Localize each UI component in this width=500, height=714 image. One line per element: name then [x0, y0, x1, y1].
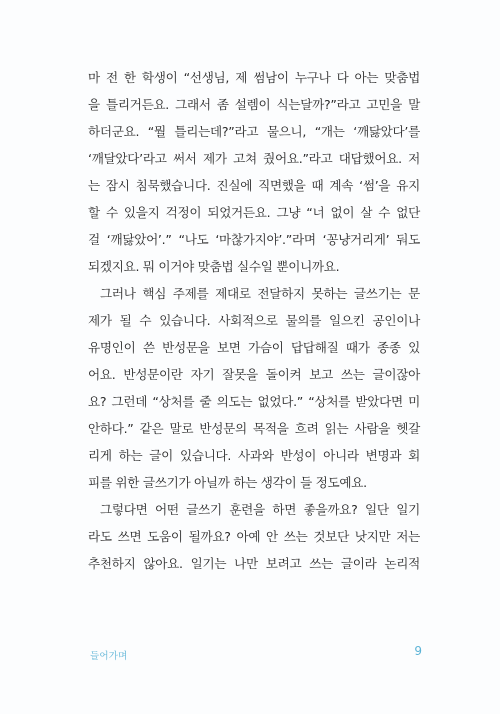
- text-line: 할 수 있을지 걱정이 되었거든요. 그냥 “너 없이 살 수 없단: [88, 205, 420, 220]
- text-line: 유명인이 쓴 반성문을 보면 가슴이 답답해질 때가 종종 있: [88, 340, 420, 355]
- text-line: 안하다.” 같은 말로 반성문의 목적을 흐려 읽는 사람을 헷갈: [88, 421, 420, 436]
- text-line: 피를 위한 글쓰기가 아닐까 하는 생각이 들 정도예요.: [88, 475, 367, 490]
- text-line: 라도 쓰면 도움이 될까요? 아예 안 쓰는 것보단 낫지만 저는: [88, 529, 420, 544]
- text-line: 하더군요. “뭘 틀리는데?”라고 물으니, “개는 ‘깨닳았다’를: [88, 124, 420, 139]
- text-line: 을 틀리거든요. 그래서 좀 설렘이 식는달까?”라고 고민을 말: [88, 97, 420, 112]
- text-line: ‘깨달았다’라고 써서 제가 고쳐 줬어요.”라고 대답했어요. 저: [88, 151, 420, 166]
- paragraph-1: [88, 64, 420, 280]
- paragraph-3: [88, 496, 420, 577]
- running-footer-section-title: 들어가며: [90, 651, 128, 662]
- text-line: 는 잠시 침묵했습니다. 진실에 직면했을 때 계속 ‘썸’을 유지: [88, 178, 420, 193]
- text-line: 리게 하는 글이 있습니다. 사과와 반성이 아니라 변명과 회: [88, 448, 420, 463]
- paragraph-2: [88, 280, 420, 496]
- text-line: 그러나 핵심 주제를 제대로 전달하지 못하는 글쓰기는 문: [100, 286, 420, 301]
- text-line: 그렇다면 어떤 글쓰기 훈련을 하면 좋을까요? 일단 일기: [100, 502, 420, 517]
- text-line: 마 전 한 학생이 “선생님, 제 썸남이 누구나 다 아는 맞춤법: [88, 70, 420, 85]
- page-body: [88, 64, 420, 577]
- text-line: 제가 될 수 있습니다. 사회적으로 물의를 일으킨 공인이나: [88, 313, 420, 328]
- text-line: 어요. 반성문이란 자기 잘못을 돌이켜 보고 쓰는 글이잖아: [88, 367, 420, 382]
- page-number: 9: [414, 644, 422, 658]
- text-line: 요? 그런데 “상처를 줄 의도는 없었다.” “상처를 받았다면 미: [88, 394, 420, 409]
- text-line: 걸 ‘깨닳았어’.” “나도 ‘마찮가지야’.”라며 ‘꽁냥거리게’ 둬도: [88, 232, 420, 247]
- text-line: 되겠지요. 뭐 이거야 맞춤법 실수일 뿐이니까요.: [88, 259, 340, 274]
- text-line: 추천하지 않아요. 일기는 나만 보려고 쓰는 글이라 논리적: [88, 556, 420, 571]
